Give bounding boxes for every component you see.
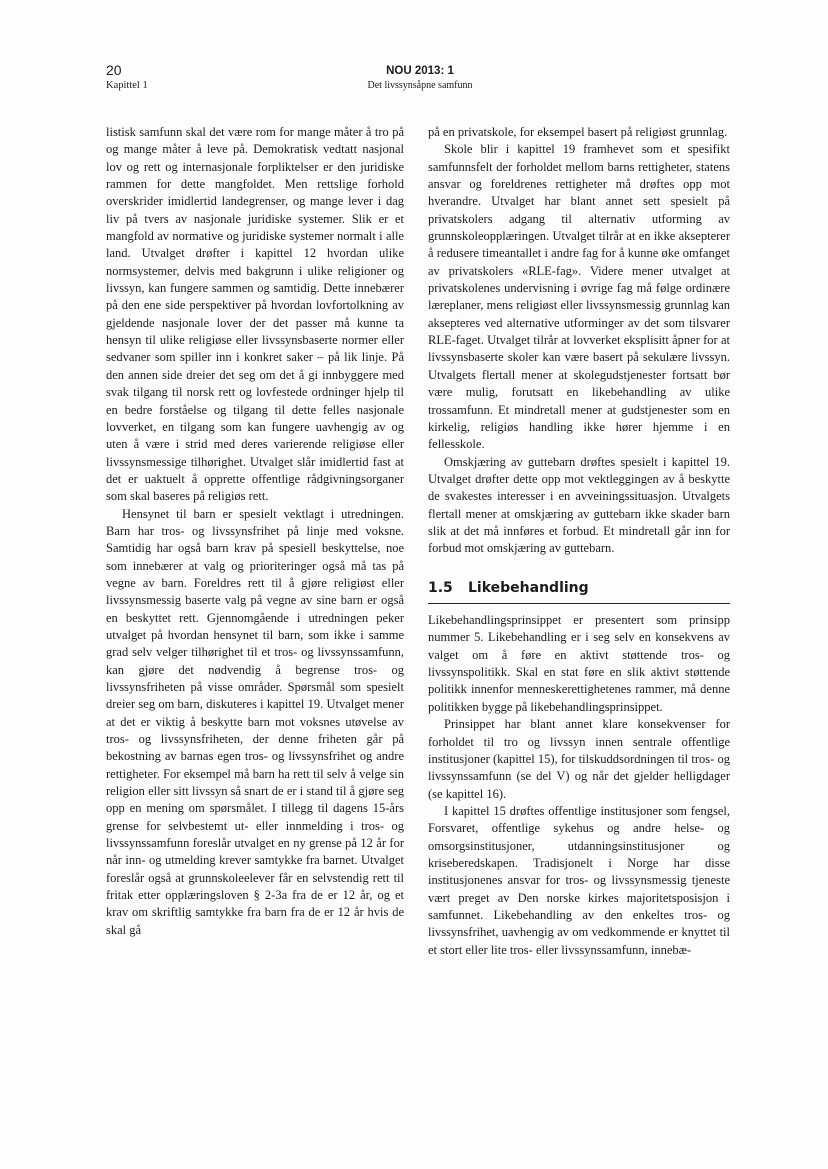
section-rule — [428, 603, 730, 605]
paragraph: Hensynet til barn er spesielt vektlagt i utredningen. Barn har tros- og livssynsfrihet på linje med voksne. Samtidig har også barn krav på spesiell beskyttelse, noe som innebærer at valg og prioriteringer også må tas på vegne av barn. Foreldres rett til å gjøre religiøst eller livssynsmessig baserte valg på vegne av sine barn er også en beskyttet rett. Gjennomgående i utredningen peker utvalget på hvordan hensynet til barn, som ikke i samme grad selv velger tilhørighet til et tros- og livssynssamfunn, kan gjøre det nødvendig å begrense tros- og livssynsfriheten på visse områder. Spørsmål som spesielt dreier seg om barn, diskuteres i kapittel 19. Utvalget mener at det er viktig å beskytte barn mot voksnes utøvelse av tros- og livssynsfriheten, der denne friheten går på bekostning av barnas egen tros- og livssynsfrihet og andre rettigheter. For eksempel må barn ha rett til selv å velge sin religion eller sitt livssyn så snart de er i stand til å gjøre seg opp en mening om spørsmålet. I tillegg til dagens 15-års grense for selvbestemt ut- eller innmelding i tros- og livssynssamfunn foreslår utvalget en ny grense på 12 år for når inn- og utmelding krever samtykke fra barnet. Utvalget foreslår også at grunnskoleelever får en selvstendig rett til fritak etter opplæringsloven § 2-3a fra de er 12 år, og et krav om skriftlig samtykke fra barn fra de er 12 år hvis de skal gå — [106, 506, 404, 937]
paragraph: på en privatskole, for eksempel basert på religiøst grunnlag. — [428, 125, 728, 139]
paragraph: Skole blir i kapittel 19 framhevet som et spesifikt samfunnsfelt der forholdet mellom barns rettigheter, statens ansvar og foreldrenes rettigheter må drøftes opp mot hverandre. Utvalget har blant annet sett spesielt på privatskolers adgang til alternativ utforming av grunnskoleopplæringen. Utvalget tilrår at en ikke aksepterer å redusere timeantallet i andre fag for å kunne øke omfanget av privatskolers «RLE-fag». Videre mener utvalget at privatskolenes undervisning i øvrige fag må følge ordinære læreplaner, mens religiøst eller livssynsmessig grunnlag kan aksepteres ved alternative utforminger av det som tilsvarer RLE-faget. Utvalget tilrår at lovverket eksplisitt åpner for at livssynsbaserte skoler kan være basert på sekulære livssyn. Utvalgets flertall mener at skolegudstjenester fortsatt bør være mulig, forutsatt en likebehandling av ulike trossamfunn. Et mindretall mener at gudstjenester som en kirkelig, religiøs handling ikke hører hjemme i en fellesskole. — [428, 142, 730, 452]
paragraph: Prinsippet har blant annet klare konsekvenser for forholdet til tro og livssyn innen sentrale offentlige institusjoner (kapittel 15), for tilskuddsordningen til tros- og livssynssamfunn (se del V) og når det gjelder helligdager (se kapittel 16). — [428, 717, 730, 801]
section-title: Likebehandling — [468, 579, 589, 596]
page-header-left — [106, 62, 148, 92]
section-heading — [428, 577, 730, 605]
paragraph: Omskjæring av guttebarn drøftes spesielt i kapittel 19. Utvalget drøfter dette opp mot vektleggingen av å beskytte de svakestes interesser i en avveiningssituasjon. Utvalgets flertall mener at omskjæring av guttebarn ikke skader barn slik at det må innføres et forbud. Et mindretall går inn for forbud mot omskjæring av guttebarn. — [428, 454, 730, 556]
right-column — [428, 124, 730, 959]
paragraph: Likebehandlingsprinsippet er presentert som prinsipp nummer 5. Likebehandling er i seg selv en konsekvens av valget om å føre en aktivt støttende tros- og livssynspolitikk. Skal en stat føre en slik aktivt støttende politikk innenfor menneskerettighetenes rammer, må denne politikken bygge på likebehandlingsprinsippet. — [428, 613, 730, 714]
chapter-label: Kapittel 1 — [106, 80, 148, 91]
section-number: 1.5 — [428, 579, 453, 596]
page-number: 20 — [106, 62, 122, 78]
section-heading-text — [428, 577, 730, 601]
paragraph: I kapittel 15 drøftes offentlige institusjoner som fengsel, Forsvaret, offentlige sykehus og andre helse- og omsorgsinstitusjoner, utdanningsinstitusjoner og kriseberedskapen. Tradisjonelt i Norge har disse institusjonenes ansvar for tros- og livssynsmessig tjeneste vært preget av Den norske kirkes majoritetsposisjon i samfunnet. Likebehandling av den enkeltes tros- og livssynsfrihet, uavhengig av om vedkommende er knyttet til et stort eller lite tros- eller livssynssamfunn, innebæ- — [428, 803, 730, 957]
left-column — [106, 124, 404, 939]
document-title: Det livssynsåpne samfunn — [367, 80, 473, 91]
document-id: NOU 2013: 1 — [386, 65, 454, 77]
page-header-center — [300, 64, 540, 92]
paragraph: listisk samfunn skal det være rom for mange måter å tro på og mange måter å leve på. Demokratisk vedtatt nasjonal lov og rett og internasjonale forpliktelser er den juridiske rammen for dette mangfoldet. Men rettslige forhold overskrider imidlertid landegrenser, og mange lever i dag liv på tvers av nasjonale juridiske systemer. Slik er et mangfold av normative og juridiske systemer normalt i alle land. Utvalget drøfter i kapittel 12 hvordan ulike normsystemer, delvis med bakgrunn i ulike religioner og livssyn, kan fungere sammen og samtidig. Dette innebærer på den ene side perspektiver på hvordan lovfortolkning av gjeldende nasjonale lover der det passer må kunne ta hensyn til ulike religiøse eller livssynsbaserte normer eller sedvaner som spiller inn i konkret saker – på lik linje. På den annen side dreier det seg om det å gi innbyggere med svak tilgang til norsk rett og lovfestede ordninger hjelp til en bedre forståelse og tilgang til dette felles nasjonale lovverket, en tilgang som kan fungere uavhengig av og uten å være i strid med deres varierende religiøse eller livssynsmessige tilhørighet. Utvalget slår imidlertid fast at det er uaktuelt å opprette offentlige rådgivningsorganer som skal baseres på religiøs rett. — [106, 125, 404, 504]
